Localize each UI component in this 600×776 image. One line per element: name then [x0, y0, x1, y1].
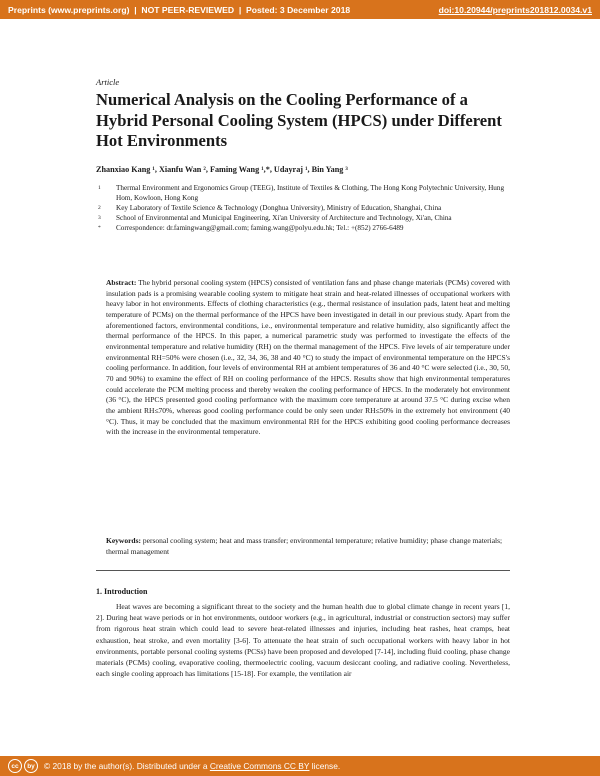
paper-title: Numerical Analysis on the Cooling Performance of a Hybrid Personal Cooling System (HPCS) under Different Hot Environments [96, 90, 502, 150]
cc-license-link[interactable]: Creative Commons CC BY [209, 761, 310, 771]
affiliation-number: 1 [98, 185, 101, 191]
affiliation-item [96, 203, 510, 213]
affiliation-text: Thermal Environment and Ergonomics Group (TEEG), Institute of Textiles & Clothing, The Hong Kong Polytechnic University, Hung Hom, Kowloon, Hong Kong [116, 184, 505, 202]
cc-by-icon[interactable] [8, 759, 38, 773]
license-text: © 2018 by the author(s). Distributed under a [44, 761, 208, 771]
correspondence [96, 223, 510, 233]
affiliation-item [96, 213, 510, 223]
affiliation-number: 3 [98, 215, 101, 221]
introduction-paragraph: Heat waves are becoming a significant threat to the society and the human health due to global climate change in recent years [1, 2]. During heat wave periods or in hot environments, outdoor workers (e.g., in agricultural, industrial or construction sectors) may suffer from rigorous heat strain which could lead to severe heat-related illnesses and injuries, including heat rashes, heat cramps, heat exhaustion, heat stroke, and even mortality [3-6]. To attenuate the heat strain of such occupational workers with heavy labor in hot environments, portable personal cooling systems (PCSs) have been proposed and developed [7-14], including fluid cooling, phase change materials (PCMs) cooling, evaporative cooling, thermoelectric cooling, vacuum desiccant cooling, and radiative cooling. Nevertheless, each single cooling approach has limitations [15-18]. For example, the ventilation air [96, 602, 510, 679]
license-text-end: license. [311, 761, 341, 771]
preprints-link[interactable]: Preprints (www.preprints.org) [8, 4, 130, 15]
posted-date: Posted: 3 December 2018 [246, 4, 351, 15]
keywords-label: Keywords: [106, 536, 141, 545]
correspondence-text: Correspondence: dr.famingwang@gmail.com; faming.wang@polyu.edu.hk; Tel.: +(852) 2766-6489 [116, 224, 404, 232]
abstract [106, 278, 510, 438]
keywords [106, 536, 510, 557]
correspondence-marker: * [98, 225, 101, 231]
section-heading: 1. Introduction [96, 587, 148, 596]
keywords-text: personal cooling system; heat and mass transfer; environmental temperature; relative humidity; phase change materials; thermal management [106, 536, 503, 556]
article-type: Article [96, 77, 120, 87]
affiliation-number: 2 [98, 205, 101, 211]
license-footer-bar [0, 756, 600, 776]
abstract-label: Abstract: [106, 278, 137, 287]
author-list: Zhanxiao Kang ¹, Xianfu Wan ², Faming Wang ¹,*, Udayraj ¹, Bin Yang ³ [96, 165, 348, 174]
preprint-header-bar [0, 0, 600, 19]
doi-link[interactable]: doi:10.20944/preprints201812.0034.v1 [438, 4, 592, 15]
cc-icon: cc [8, 759, 22, 773]
affiliation-item [96, 183, 510, 203]
header-separator: | [238, 4, 242, 15]
header-separator: | [134, 4, 137, 15]
section-divider [96, 570, 510, 571]
peer-review-status: NOT PEER-REVIEWED [141, 4, 235, 15]
affiliation-text: Key Laboratory of Textile Science & Technology (Donghua University), Ministry of Education, Shanghai, China [116, 204, 442, 212]
affiliation-text: School of Environmental and Municipal Engineering, Xi'an University of Architecture and Technology, Xi'an, China [116, 214, 452, 222]
header-left [8, 5, 350, 15]
affiliations [96, 183, 510, 233]
by-icon: by [24, 759, 38, 773]
abstract-text: The hybrid personal cooling system (HPCS) consisted of ventilation fans and phase change materials (PCMs) covered with insulation pads is a promising wearable cooling system to mitigate heat strain and heat-related illnesses of occupational workers with heavy labor in hot environments. Effects of clothing characteristics (e.g., thermal resistance of insulation pads, latent heat and melting temperature of PCMs) on the thermal performance of the HPCS have been investigated in detail in our previous study. Apart from the aforementioned factors, environmental conditions, i.e., environmental temperature and relative humidity, also significantly affect the thermal performance of the HPCS. In this paper, a numerical parametric study was performed to investigate the effects of the environmental temperature and relative humidity (RH) on the thermal management of the HPCS. Five levels of air temperature under environmental RH=50% were chosen (i.e., 32, 34, 36, 38 and 40 °C) to study the impact of environmental temperature on the HPCS's cooling performance. In addition, four levels of environmental RH at ambient temperatures of 36 and 40 °C were selected (i.e., 30, 50, 70 and 90%) to examine the effect of RH on cooling performance of the HPCS. Results show that high environmental temperatures could accelerate the PCM melting process and thereby weaken the cooling performance of HPCS. In the moderately hot environment (36 °C), the HPCS presented good cooling performance with the maximum core temperature at around 37.5 °C during excise when the ambient RH≤70%, whereas good cooling performance could be only seen under RH≤50% in the extremely hot environment (40 °C). Thus, it may be concluded that the maximum environmental RH for the HPCS exhibiting good cooling performance decreases with the increase in the environmental temperature. [106, 278, 510, 437]
